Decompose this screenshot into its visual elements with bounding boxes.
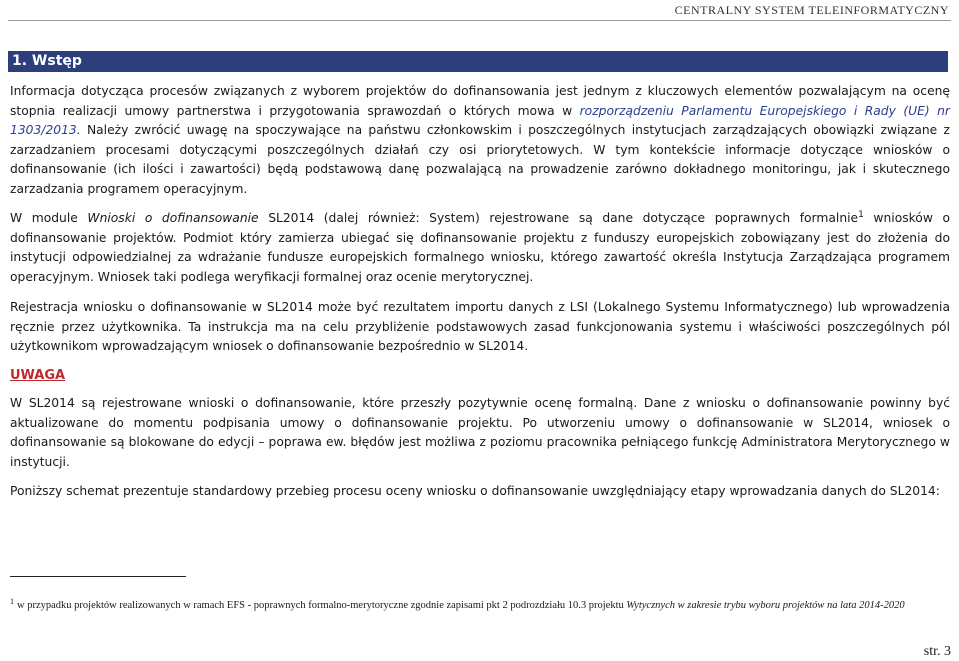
schema-text: Poniższy schemat prezentuje standardowy przebieg procesu oceny wniosku o dofinansowanie uwzględniający etapy wprowadzania danych do SL2014: — [10, 484, 940, 498]
footnote — [10, 596, 940, 613]
running-header: CENTRALNY SYSTEM TELEINFORMATYCZNY — [674, 3, 949, 17]
footnote-divider — [10, 576, 186, 577]
warning-text: W SL2014 są rejestrowane wnioski o dofinansowanie, które przeszły pozytywnie ocenę formalną. Dane z wniosku o dofinansowanie powinny być aktualizowane do momentu podpisania umowy o dofinansowanie projektu. Po utworzeniu umowy o dofinansowanie w SL2014, wniosek o dofinansowanie są blokowane do edycji – poprawa ew. błędów jest możliwa z poziomu pracownika pełniącego funkcję Administratora Merytorycznego w instytucji. — [10, 396, 950, 469]
paragraph-intro — [10, 82, 950, 200]
paragraph-module — [10, 209, 950, 287]
module-text-d: wniosków o dofinansowanie projektów. Podmiot który zamierza ubiegać się dofinansowanie projektu z funduszy europejskich zobowiązany jest do złożenia do instytucji odpowiedzialnej za wdrażanie fundusze europejskich formalnego wniosku, którego zawartość określa Instytucja Zarządzająca programem operacyjnym. Wniosek taki podlega weryfikacji formalnej oraz ocenie merytorycznej. — [10, 211, 950, 284]
intro-text-a: Informacja dotycząca procesów związanych z wyborem projektów do dofinansowania jest jednym z kluczowych elementów pozwalającym na ocenę stopnia realizacji umowy partnerstwa i przygotowania sprawozdań o których mowa w — [10, 84, 950, 118]
page-number: str. 3 — [923, 644, 951, 659]
warning-heading-wrap — [10, 366, 950, 386]
footnote-guidelines-title: Wytycznych w zakresie trybu wyboru projektów na lata 2014-2020 — [626, 600, 905, 611]
paragraph-warning — [10, 394, 950, 472]
footnote-text-a: w przypadku projektów realizowanych w ramach EFS - poprawnych formalno-merytoryczne zgodnie zapisami pkt 2 podrozdziału 10.3 projektu — [17, 600, 627, 611]
module-text-c: SL2014 (dalej również: System) rejestrowane są dane dotyczące poprawnych formalnie — [258, 211, 859, 225]
footnote-reference: 1 — [858, 209, 864, 220]
paragraph-registration — [10, 298, 950, 357]
section-heading: 1. Wstęp — [8, 51, 948, 72]
intro-text-c: Należy zwrócić uwagę na spoczywające na państwu członkowskim i poszczególnych instytucjach zarządzających obowiązki związane z zarzadzaniem procesami dotyczącymi poszczególnych działań czy osi priorytetowych. W tym kontekście informacje dotyczące wniosków o dofinansowanie (ich ilości i zawartości) będą podstawową danę pozwalającą na prowadzenie zarówno dokładnego monitoringu, jak i skutecznego zarzadzania programem operacyjnym. — [10, 123, 950, 196]
module-name: Wnioski o dofinansowanie — [87, 211, 259, 225]
module-text-a: W module — [10, 211, 88, 225]
warning-label: UWAGA — [10, 368, 66, 383]
header-divider — [8, 20, 951, 21]
regulation-reference: rozporządzeniu Parlamentu Europejskiego i Rady (UE) nr 1303/2013. — [10, 103, 950, 138]
registration-text: Rejestracja wniosku o dofinansowanie w SL2014 może być rezultatem importu danych z LSI (Lokalnego Systemu Informatycznego) lub wprowadzenia ręcznie przez użytkownika. Ta instrukcja ma na celu przybliżenie podstawowych zasad funkcjonowania systemu i właściwości poszczególnych pól użytkownikom wprowadzającym wniosek o dofinansowanie bezpośrednio w SL2014. — [10, 300, 950, 354]
footnote-mark: 1 — [10, 596, 14, 606]
paragraph-schema — [10, 482, 950, 502]
